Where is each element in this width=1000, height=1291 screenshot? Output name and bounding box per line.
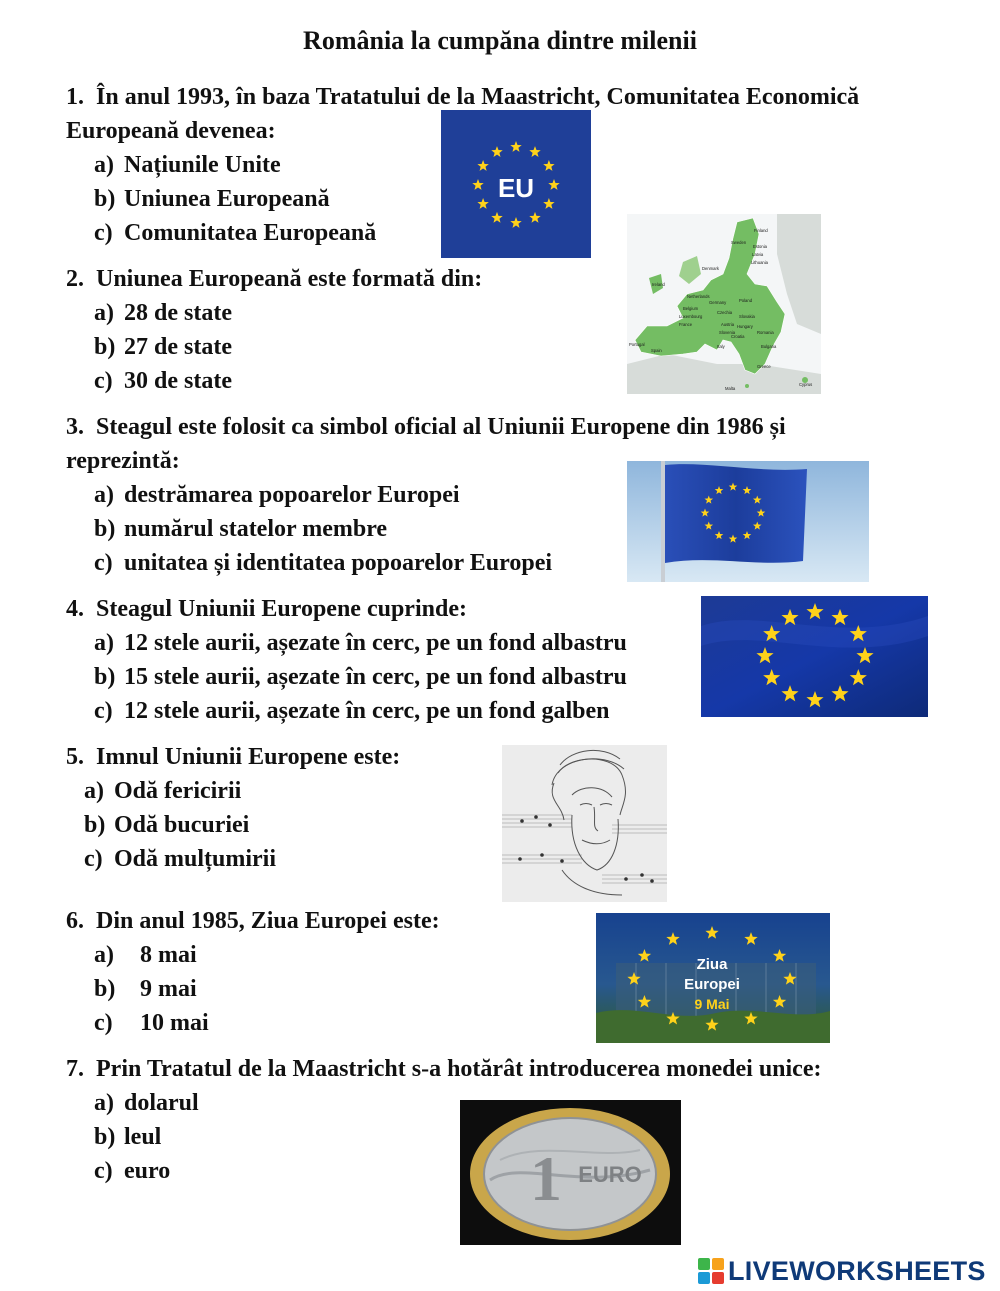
question-3-option-c[interactable]: c) unitatea și identitatea popoarelor Europei	[94, 550, 553, 576]
map-label-croatia: Croatia	[731, 334, 745, 339]
question-5-option-b[interactable]: b) Odă bucuriei	[84, 812, 250, 838]
eu-logo-text: EU	[497, 173, 535, 203]
beethoven-sketch-image	[502, 745, 667, 902]
question-2-option-c[interactable]: c) 30 de state	[94, 368, 232, 394]
flag-sky-image	[627, 461, 869, 582]
question-7-option-b[interactable]: b) leul	[94, 1124, 162, 1150]
liveworksheets-logo[interactable]	[698, 1256, 986, 1286]
question-3-option-a[interactable]: a) destrămarea popoarelor Europei	[94, 482, 460, 508]
question-5-option-a[interactable]: a) Odă fericirii	[84, 778, 242, 804]
map-label-poland: Poland	[739, 298, 753, 303]
liveworksheets-logo-text: LIVEWORKSHEETS	[728, 1255, 986, 1286]
coin-digit: 1	[530, 1143, 562, 1214]
question-1-option-b[interactable]: b) Uniunea Europeană	[94, 186, 330, 212]
question-4-text: 4. Steagul Uniunii Europene cuprinde:	[66, 596, 467, 622]
map-label-sweden: Sweden	[731, 240, 747, 245]
question-2-text: 2. Uniunea Europeană este formată din:	[66, 266, 483, 292]
map-label-hungary: Hungary	[737, 324, 753, 329]
map-label-denmark: Denmark	[702, 266, 719, 271]
map-label-czechia: Czechia	[717, 310, 733, 315]
question-4-option-a[interactable]: a) 12 stele aurii, așezate în cerc, pe un fond albastru	[94, 630, 627, 656]
question-1-option-c[interactable]: c) Comunitatea Europeană	[94, 220, 377, 246]
map-label-netherlands: Netherlands	[687, 294, 710, 299]
question-1-option-a[interactable]: a) Națiunile Unite	[94, 152, 281, 178]
map-label-italy: Italy	[717, 344, 725, 349]
map-label-latvia: Latvia	[752, 252, 764, 257]
europe-day-line2: Europei	[684, 976, 740, 993]
question-3-option-b[interactable]: b) numărul statelor membre	[94, 516, 388, 542]
page-title: România la cumpăna dintre milenii	[303, 26, 697, 55]
map-label-luxembourg: Luxembourg	[679, 314, 703, 319]
question-2-option-a[interactable]: a) 28 de state	[94, 300, 232, 326]
question-4-option-b[interactable]: b) 15 stele aurii, așezate în cerc, pe un fond albastru	[94, 664, 627, 690]
map-label-slovakia: Slovakia	[739, 314, 755, 319]
map-label-greece: Greece	[757, 364, 771, 369]
map-label-malta: Malta	[725, 386, 736, 391]
map-label-spain: Spain	[651, 348, 662, 353]
question-5-option-c[interactable]: c) Odă mulțumirii	[84, 846, 277, 872]
coin-text: EURO	[578, 1162, 642, 1187]
map-label-france: France	[679, 322, 693, 327]
question-6-option-a[interactable]: a) 8 mai	[94, 942, 197, 968]
europe-day-line1: Ziua	[696, 956, 728, 973]
question-7-option-a[interactable]: a) dolarul	[94, 1090, 199, 1116]
map-label-slovenia: Slovenia	[719, 330, 736, 335]
question-2-option-b[interactable]: b) 27 de state	[94, 334, 232, 360]
map-label-portugal: Portugal	[629, 342, 645, 347]
eu-map-image	[627, 214, 821, 394]
map-label-estonia: Estonia	[753, 244, 767, 249]
flag-closeup-image	[701, 596, 928, 717]
map-label-ireland: Ireland	[652, 282, 665, 287]
map-label-lithuania: Lithuania	[751, 260, 768, 265]
question-6-option-b[interactable]: b) 9 mai	[94, 976, 197, 1002]
map-label-austria: Austria	[721, 322, 735, 327]
question-7-text: 7. Prin Tratatul de la Maastricht s-a hotărât introducerea monedei unice:	[66, 1056, 822, 1082]
euro-coin-image	[460, 1100, 681, 1245]
map-label-germany: Germany	[709, 300, 727, 305]
question-1-text: 1. În anul 1993, în baza Tratatului de la Maastricht, Comunitatea Economică	[66, 84, 860, 110]
map-label-romania: Romania	[757, 330, 774, 335]
question-5-text: 5. Imnul Uniunii Europene este:	[66, 744, 401, 770]
question-4-option-c[interactable]: c) 12 stele aurii, așezate în cerc, pe un fond galben	[94, 698, 610, 724]
liveworksheets-logo-icon	[698, 1258, 724, 1284]
map-label-cyprus: Cyprus	[799, 382, 813, 387]
question-6-text: 6. Din anul 1985, Ziua Europei este:	[66, 908, 440, 934]
question-3-text-continued: reprezintă:	[66, 448, 180, 474]
question-1-text-continued: Europeană devenea:	[66, 118, 276, 144]
map-label-finland: Finland	[754, 228, 768, 233]
map-label-bulgaria: Bulgaria	[761, 344, 777, 349]
question-3-text: 3. Steagul este folosit ca simbol oficial al Uniunii Europene din 1986 și	[66, 414, 786, 440]
europe-day-line3: 9 Mai	[694, 996, 730, 1012]
europe-day-image	[596, 913, 830, 1043]
question-6-option-c[interactable]: c) 10 mai	[94, 1010, 209, 1036]
map-label-belgium: Belgium	[683, 306, 699, 311]
question-7-option-c[interactable]: c) euro	[94, 1158, 171, 1184]
eu-logo-image	[441, 110, 591, 258]
